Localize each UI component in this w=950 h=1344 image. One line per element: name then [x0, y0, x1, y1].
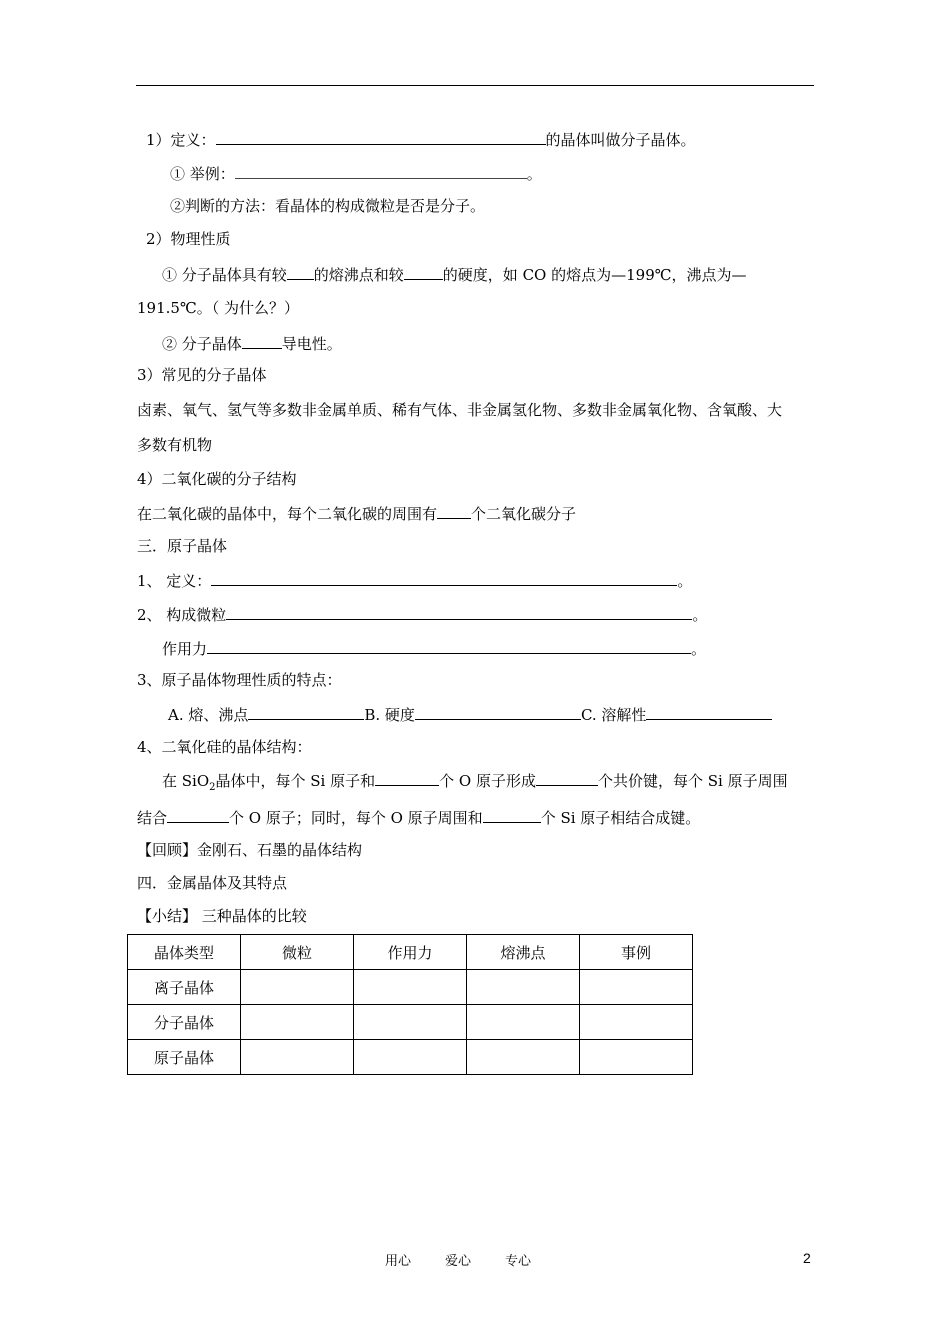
- common-molecular-heading: 3）常见的分子晶体: [137, 366, 267, 384]
- table-cell: 离子晶体: [128, 970, 241, 1005]
- judge-method: ②判断的方法：看晶体的构成微粒是否是分子。: [170, 197, 486, 215]
- atomic-definition-line: 1、 定义： 。: [137, 569, 692, 591]
- physical-props-heading: 2）物理性质: [146, 230, 231, 248]
- fill-blank[interactable]: [415, 703, 581, 720]
- table-cell[interactable]: [580, 1040, 693, 1075]
- table-cell[interactable]: [354, 1040, 467, 1075]
- table-cell[interactable]: [241, 1005, 354, 1040]
- atomic-props-heading: 3、原子晶体物理性质的特点：: [137, 671, 342, 689]
- atomic-crystal-heading: 三．原子晶体: [137, 537, 228, 555]
- table-row: [128, 970, 693, 1005]
- fill-blank[interactable]: [211, 569, 677, 586]
- table-header-cell: 熔沸点: [467, 935, 580, 970]
- fill-blank[interactable]: [216, 128, 546, 145]
- table-cell: 分子晶体: [128, 1005, 241, 1040]
- fill-blank[interactable]: [248, 703, 364, 720]
- sio2-line2: 结合 个 O 原子；同时，每个 O 原子周围和 个 Si 原子相结合成键。: [137, 806, 700, 828]
- atomic-props-options: A. 熔、沸点 B. 硬度 C. 溶解性: [168, 703, 772, 725]
- footer-text: 爱心: [445, 1254, 472, 1269]
- table-cell[interactable]: [467, 970, 580, 1005]
- common-molecular-body1: 卤素、氧气、氢气等多数非金属单质、稀有气体、非金属氢化物、多数非金属氧化物、含氧酸、大: [137, 401, 783, 419]
- header-rule: [136, 85, 814, 86]
- table-cell: 原子晶体: [128, 1040, 241, 1075]
- atomic-force-line: 作用力 。: [162, 637, 706, 659]
- definition-line: 1）定义： 的晶体叫做分子晶体。: [146, 128, 696, 150]
- table-cell[interactable]: [354, 970, 467, 1005]
- fill-blank[interactable]: [167, 806, 229, 823]
- table-cell[interactable]: [354, 1005, 467, 1040]
- fill-blank[interactable]: [536, 769, 598, 786]
- page-number: 2: [803, 1250, 811, 1266]
- fill-blank[interactable]: [287, 263, 314, 280]
- co2-structure-body: 在二氧化碳的晶体中，每个二氧化碳的周围有 个二氧化碳分子: [137, 502, 576, 524]
- fill-blank[interactable]: [437, 502, 471, 519]
- footer-motto: [385, 1250, 565, 1269]
- example-line: ① 举例： 。: [170, 162, 542, 184]
- review-line: 【回顾】金刚石、石墨的晶体结构: [137, 841, 363, 859]
- table-header-cell: 晶体类型: [128, 935, 241, 970]
- table-header-cell: 事例: [580, 935, 693, 970]
- table-cell[interactable]: [467, 1005, 580, 1040]
- table-row: [128, 1040, 693, 1075]
- atomic-particle-line: 2、 构成微粒 。: [137, 603, 707, 625]
- table-cell[interactable]: [580, 1005, 693, 1040]
- table-header-cell: 微粒: [241, 935, 354, 970]
- fill-blank[interactable]: [483, 806, 541, 823]
- metal-crystal-heading: 四．金属晶体及其特点: [137, 874, 288, 892]
- summary-heading: 【小结】 三种晶体的比较: [137, 907, 307, 925]
- fill-blank[interactable]: [375, 769, 439, 786]
- sio2-line1: 在 SiO$_2$晶体中，每个 Si 原子和 个 O 原子形成 个共价键，每个 Si 原子周围: [162, 769, 788, 798]
- table-cell[interactable]: [467, 1040, 580, 1075]
- co2-structure-heading: 4）二氧化碳的分子结构: [137, 470, 297, 488]
- physical-props-line1: ① 分子晶体具有较 的熔沸点和较 的硬度，如 CO 的熔点为—199℃，沸点为—: [162, 263, 747, 285]
- comparison-table: [127, 934, 693, 1075]
- sio2-heading: 4、二氧化硅的晶体结构：: [137, 738, 312, 756]
- table-cell[interactable]: [580, 970, 693, 1005]
- footer-text: 专心: [505, 1254, 532, 1269]
- fill-blank[interactable]: [404, 263, 443, 280]
- table-row: [128, 1005, 693, 1040]
- fill-blank[interactable]: [207, 637, 691, 654]
- footer-text: 用心: [385, 1254, 412, 1269]
- table-header-cell: 作用力: [354, 935, 467, 970]
- physical-props-line2: 191.5℃。（ 为什么？）: [137, 299, 299, 317]
- table-cell[interactable]: [241, 1040, 354, 1075]
- fill-blank[interactable]: [226, 603, 692, 620]
- conductivity-line: ② 分子晶体 导电性。: [162, 332, 342, 354]
- common-molecular-body2: 多数有机物: [137, 436, 213, 454]
- table-cell[interactable]: [241, 970, 354, 1005]
- fill-blank[interactable]: [646, 703, 772, 720]
- fill-blank[interactable]: [242, 332, 282, 349]
- table-header-row: [128, 935, 693, 970]
- fill-blank[interactable]: [235, 162, 527, 179]
